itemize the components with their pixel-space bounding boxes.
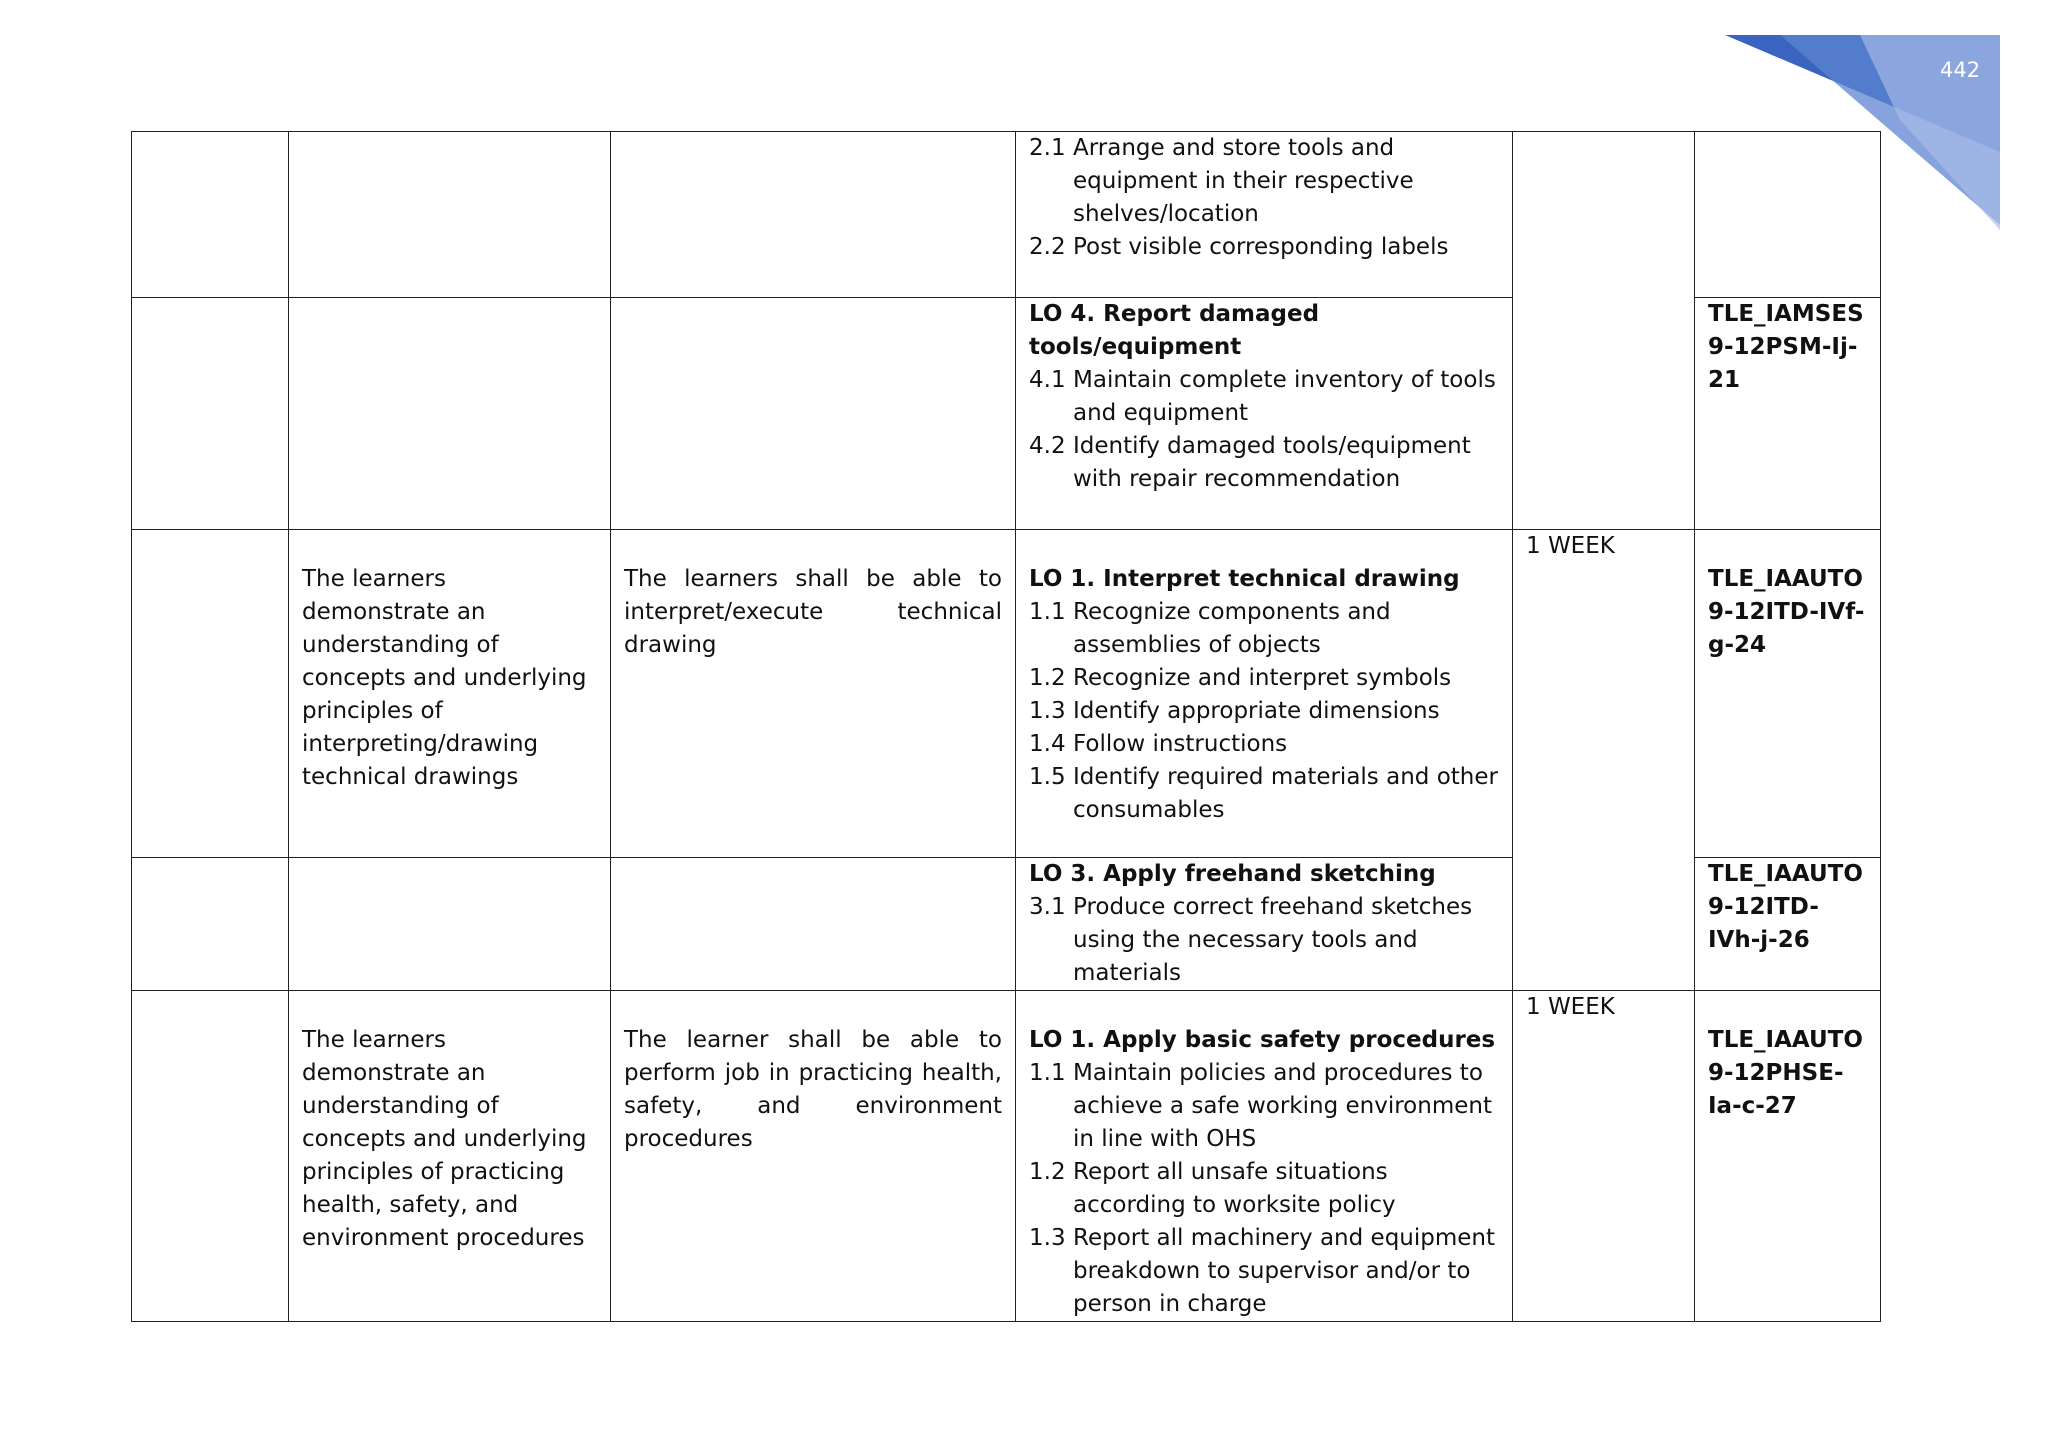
learning-competency-cell [1016, 991, 1513, 1322]
duration-cell [1513, 530, 1695, 991]
learning-competency-cell [1016, 530, 1513, 858]
grade-cell [132, 991, 289, 1322]
list-item: 1.1 Maintain policies and procedures to achieve a safe working environment in line with OHS [1029, 1060, 1492, 1152]
content-standard-cell [289, 991, 611, 1322]
lo-title: LO 3. Apply freehand sketching [1029, 861, 1436, 887]
table-row [132, 991, 1881, 1322]
lo-title: LO 1. Apply basic safety procedures [1029, 1027, 1496, 1053]
performance-standard-cell [611, 991, 1016, 1322]
learning-competency-cell [1016, 858, 1513, 991]
list-item: 1.1 Recognize components and assemblies of objects [1029, 599, 1391, 658]
duration-label: 1 WEEK [1526, 994, 1615, 1020]
content-standard-text: The learners demonstrate an understanding of concepts and underlying principles of practicing health, safety, and environment procedures [302, 1027, 587, 1251]
duration-cell [1513, 991, 1695, 1322]
content-standard-cell [289, 858, 611, 991]
grade-cell [132, 132, 289, 298]
list-item: 1.3 Identify appropriate dimensions [1029, 698, 1440, 724]
lo-title: LO 1. Interpret technical drawing [1029, 566, 1460, 592]
list-item: 1.2 Report all unsafe situations according to worksite policy [1029, 1159, 1396, 1218]
content-standard-cell [289, 530, 611, 858]
list-item: 1.3 Report all machinery and equipment breakdown to supervisor and/or to person in charge [1029, 1225, 1496, 1317]
list-item: 4.2 Identify damaged tools/equipment with repair recommendation [1029, 433, 1471, 492]
competency-code: TLE_IAMSES9-12PSM-Ij-21 [1708, 301, 1864, 393]
learning-competency-cell [1016, 298, 1513, 530]
list-item: 2.1 Arrange and store tools and equipment in their respective shelves/location [1029, 135, 1414, 227]
code-cell [1695, 858, 1881, 991]
performance-standard-cell [611, 530, 1016, 858]
list-item: 1.2 Recognize and interpret symbols [1029, 665, 1452, 691]
table-row [132, 530, 1881, 858]
curriculum-table [131, 131, 1881, 1322]
competency-code: TLE_IAAUTO9-12ITD-IVh-j-26 [1708, 861, 1863, 953]
code-cell [1695, 298, 1881, 530]
table-row [132, 132, 1881, 298]
learning-competency-cell [1016, 132, 1513, 298]
performance-standard-cell [611, 132, 1016, 298]
code-cell [1695, 132, 1881, 298]
grade-cell [132, 298, 289, 530]
competency-code: TLE_IAAUTO9-12PHSE-Ia-c-27 [1708, 1027, 1863, 1119]
content-standard-cell [289, 298, 611, 530]
code-cell [1695, 991, 1881, 1322]
competency-code: TLE_IAAUTO9-12ITD-IVf-g-24 [1708, 566, 1865, 658]
performance-standard-text: The learners shall be able to interpret/execute technical drawing [624, 566, 1002, 658]
list-item: 1.4 Follow instructions [1029, 731, 1288, 757]
duration-cell [1513, 132, 1695, 530]
content-standard-text: The learners demonstrate an understanding of concepts and underlying principles of interpreting/drawing technical drawings [302, 566, 587, 790]
duration-label: 1 WEEK [1526, 533, 1615, 559]
lo-title: LO 4. Report damaged tools/equipment [1029, 301, 1320, 360]
code-cell [1695, 530, 1881, 858]
performance-standard-cell [611, 858, 1016, 991]
list-item: 2.2 Post visible corresponding labels [1029, 234, 1449, 260]
grade-cell [132, 530, 289, 858]
content-standard-cell [289, 132, 611, 298]
performance-standard-cell [611, 298, 1016, 530]
grade-cell [132, 858, 289, 991]
performance-standard-text: The learner shall be able to perform job in practicing health, safety, and environment procedures [624, 1027, 1002, 1152]
list-item: 1.5 Identify required materials and other consumables [1029, 764, 1498, 823]
list-item: 4.1 Maintain complete inventory of tools and equipment [1029, 367, 1496, 426]
list-item: 3.1 Produce correct freehand sketches using the necessary tools and materials [1029, 894, 1473, 986]
page-number: 442 [1940, 58, 1981, 82]
